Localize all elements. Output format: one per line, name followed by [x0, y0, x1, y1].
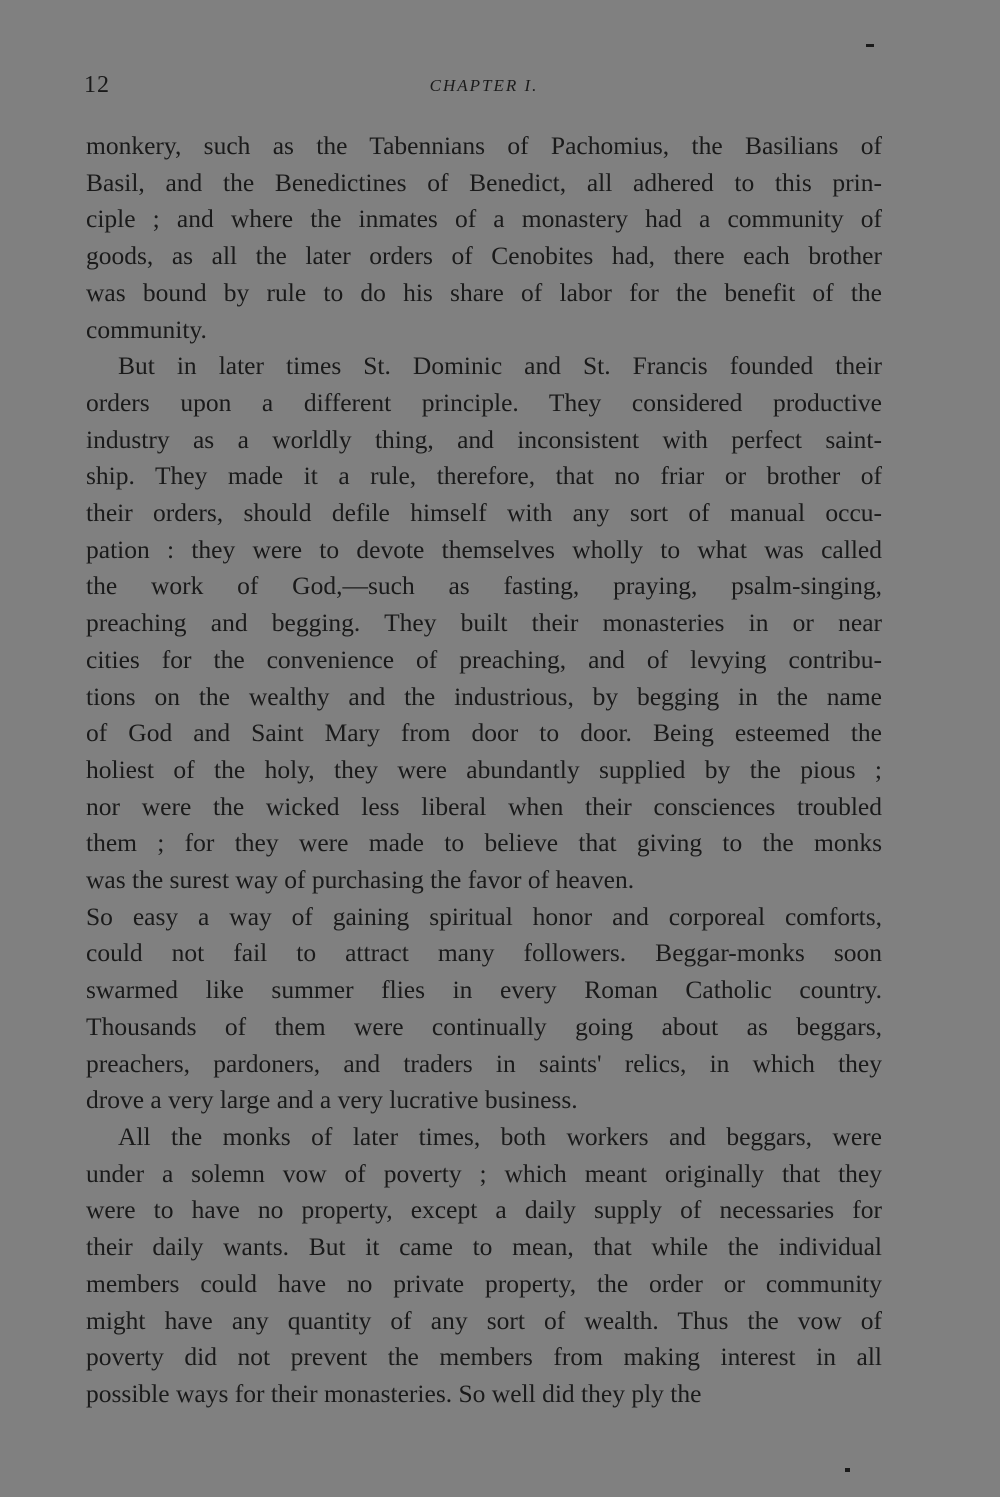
ink-speck: [845, 1468, 850, 1472]
text-line: possible ways for their monasteries. So well did they ply the: [86, 1378, 702, 1408]
text-line: under a solemn vow of poverty ; which meant originally that they: [86, 1158, 882, 1188]
text-line: their orders, should defile himself with any sort of manual occu-: [86, 498, 882, 528]
paragraph: [86, 128, 882, 348]
text-line: ciple ; and where the inmates of a monastery had a community of: [86, 204, 882, 234]
paragraph: [86, 899, 882, 1119]
text-line: swarmed like summer flies in every Roman Catholic country.: [86, 975, 882, 1005]
text-line: might have any quantity of any sort of wealth. Thus the vow of: [86, 1305, 882, 1335]
text-line: But in later times St. Dominic and St. Francis founded their: [118, 351, 882, 381]
text-line: were to have no property, except a daily supply of necessaries for: [86, 1195, 882, 1225]
text-line: All the monks of later times, both workers and beggars, were: [118, 1121, 882, 1151]
text-line: So easy a way of gaining spiritual honor and corporeal comforts,: [86, 901, 882, 931]
text-line: poverty did not prevent the members from making interest in all: [86, 1342, 882, 1372]
text-line: preachers, pardoners, and traders in saints' relics, in which they: [86, 1048, 882, 1078]
paragraph: [86, 1119, 882, 1413]
running-head: CHAPTER I.: [429, 76, 539, 95]
ink-speck: [866, 44, 874, 47]
text-line: industry as a worldly thing, and inconsistent with perfect saint-: [86, 424, 882, 454]
text-line: was bound by rule to do his share of labor for the benefit of the: [86, 277, 882, 307]
text-line: holiest of the holy, they were abundantly supplied by the pious ;: [86, 754, 882, 784]
text-line: cities for the convenience of preaching, and of levying contribu-: [86, 644, 882, 674]
text-line: nor were the wicked less liberal when their consciences troubled: [86, 791, 882, 821]
paragraph: [86, 348, 882, 899]
body-text: [86, 128, 882, 1413]
text-line: them ; for they were made to believe that giving to the monks: [86, 828, 882, 858]
text-line: Basil, and the Benedictines of Benedict, all adhered to this prin-: [86, 167, 882, 197]
text-line: drove a very large and a very lucrative business.: [86, 1085, 578, 1115]
text-line: monkery, such as the Tabennians of Pachomius, the Basilians of: [86, 131, 882, 160]
page-number: 12: [84, 72, 110, 98]
text-line: orders upon a different principle. They considered productive: [86, 387, 882, 417]
text-line: could not fail to attract many followers. Beggar-monks soon: [86, 938, 882, 968]
text-line: pation : they were to devote themselves wholly to what was called: [86, 534, 882, 564]
text-line: of God and Saint Mary from door to door. Being esteemed the: [86, 718, 882, 748]
text-line: the work of God,—such as fasting, praying, psalm-singing,: [86, 571, 882, 601]
text-line: Thousands of them were continually going about as beggars,: [86, 1011, 882, 1041]
text-line: goods, as all the later orders of Cenobites had, there each brother: [86, 241, 882, 271]
text-line: members could have no private property, the order or community: [86, 1268, 882, 1298]
text-line: tions on the wealthy and the industrious, by begging in the name: [86, 681, 882, 711]
text-line: ship. They made it a rule, therefore, that no friar or brother of: [86, 461, 882, 491]
text-line: preaching and begging. They built their monasteries in or near: [86, 608, 882, 638]
text-line: community.: [86, 314, 207, 344]
page-header: [84, 72, 884, 104]
text-line: was the surest way of purchasing the favor of heaven.: [86, 865, 635, 895]
text-line: their daily wants. But it came to mean, that while the individual: [86, 1232, 882, 1262]
